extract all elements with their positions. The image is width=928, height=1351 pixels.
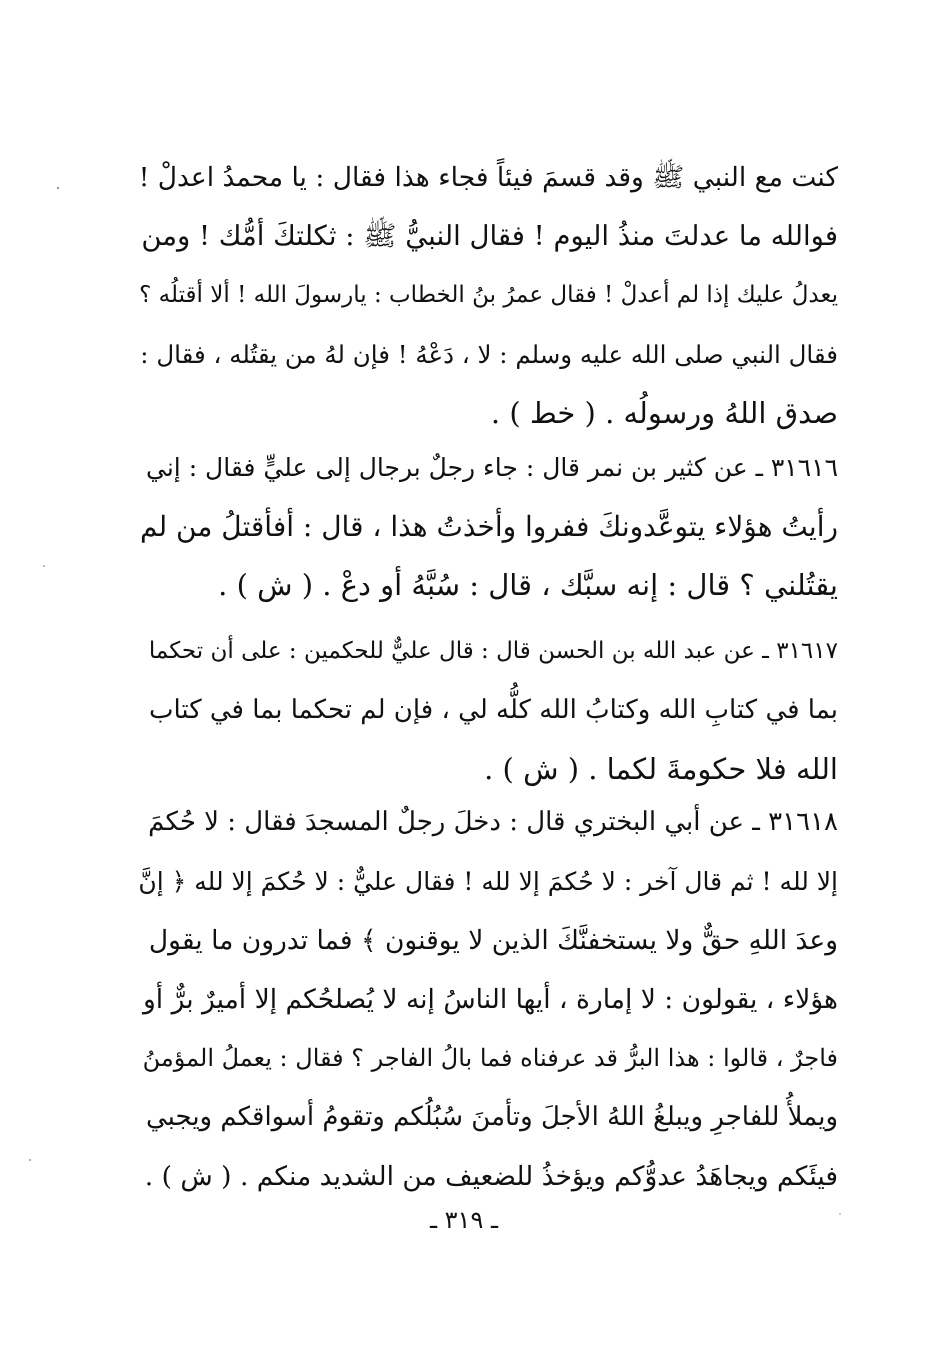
text-line: صدق اللهُ ورسولُه . ( خط ) . <box>490 396 838 430</box>
text-line: رأيتُ هؤلاء يتوعَّدونكَ ففروا وأخذتُ هذا ، قال : أفأقتلُ من لم <box>139 510 838 543</box>
text-line: وعدَ اللهِ حقٌّ ولا يستخفنَّكَ الذين لا يوقنون ﴾ فما تدرون ما يقول <box>148 925 838 956</box>
text-line: فيئَكم ويجاهَدُ عدوُّكم ويؤخذُ للضعيف من الشديد منكم . ( ش ) . <box>144 1161 838 1192</box>
text-line: ٣١٦١٧ ـ عن عبد الله بن الحسن قال : قال عليٌّ للحكمين : على أن تحكما <box>148 638 838 664</box>
paragraph-hadith-continuation <box>138 148 838 443</box>
text-line: ويملأُ للفاجرِ ويبلغُ اللهُ الأجلَ وتأمنَ سُبُلُكم وتقومُ أسواقكم ويجبي <box>146 1102 838 1132</box>
text-line: إلا لله ! ثم قال آخر : لا حُكمَ إلا لله ! فقال عليٌّ : لا حُكمَ إلا لله ﴿ إنَّ <box>138 867 838 896</box>
text-line: فوالله ما عدلتَ منذُ اليوم ! فقال النبيُّ ﷺ : ثكلتكَ أمُّك ! ومن <box>141 220 838 252</box>
text-line: يعدلُ عليك إذا لم أعدلْ ! فقال عمرُ بنُ الخطاب : يارسولَ الله ! ألا أقتلُه ؟ <box>139 282 838 308</box>
text-line: فاجرٌ ، قالوا : هذا البرُّ قد عرفناه فما بالُ الفاجر ؟ فقال : يعملُ المؤمنُ <box>142 1044 838 1072</box>
paragraph-hadith-31617 <box>138 622 838 799</box>
text-line: بما في كتابِ الله وكتابُ الله كلُّه لي ، فإن لم تحكما بما في كتاب <box>149 695 838 725</box>
paragraph-hadith-31616 <box>138 438 838 615</box>
text-line: هؤلاء ، يقولون : لا إمارة ، أيها الناسُ إنه لا يُصلحُكم إلا أميرٌ برٌّ أو <box>142 984 838 1015</box>
text-line: ٣١٦١٨ ـ عن أبي البختري قال : دخلَ رجلٌ المسجدَ فقال : لا حُكمَ <box>148 807 838 837</box>
page-number: ـ ٣١٩ ـ <box>429 1206 498 1234</box>
text-line: كنت مع النبي ﷺ وقد قسمَ فيئاً فجاء هذا فقال : يا محمدُ اعدلْ ! <box>138 162 838 193</box>
text-line: فقال النبي صلى الله عليه وسلم : لا ، دَعْهُ ! فإن لهُ من يقتُله ، فقال : <box>140 340 838 369</box>
text-line: ٣١٦١٦ ـ عن كثير بن نمر قال : جاء رجلٌ برجال إلى عليٍّ فقال : إني <box>146 453 838 482</box>
paragraph-hadith-31618 <box>138 793 838 1206</box>
text-line: يقتُلني ؟ قال : إنه سبَّك ، قال : سُبَّهُ أو دعْ . ( ش ) . <box>218 568 838 602</box>
text-line: الله فلا حكومةَ لكما . ( ش ) . <box>484 752 838 786</box>
